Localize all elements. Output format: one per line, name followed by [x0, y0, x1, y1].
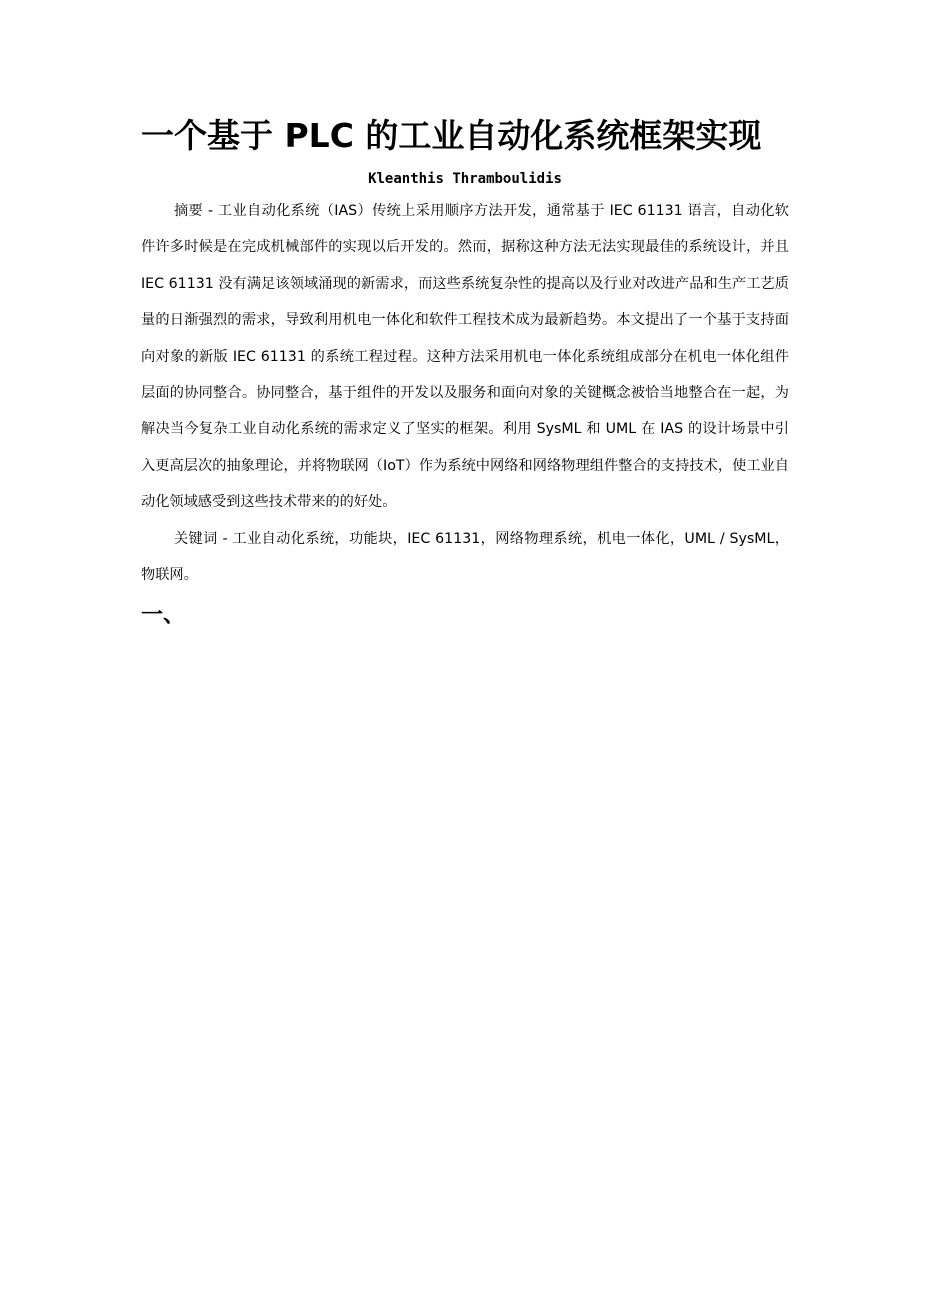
abstract-paragraph: 摘要 - 工业自动化系统（IAS）传统上采用顺序方法开发，通常基于 IEC 61131 语言，自动化软件许多时候是在完成机械部件的实现以后开发的。然而，据称这种方法无法实现最佳的系统设计，并且 IEC 61131 没有满足该领域涌现的新需求，而这些系统复杂性的提高以及行业对改进产品和生产工艺质量的日渐强烈的需求，导致利用机电一体化和软件工程技术成为最新趋势。本文提出了一个基于支持面向对象的新版 IEC 61131 的系统工程过程。这种方法采用机电一体化系统组成部分在机电一体化组件层面的协同整合。协同整合，基于组件的开发以及服务和面向对象的关键概念被恰当地整合在一起，为解决当今复杂工业自动化系统的需求定义了坚实的框架。利用 SysML 和 UML 在 IAS 的设计场景中引入更高层次的抽象理论，并将物联网（IoT）作为系统中网络和网络物理组件整合的支持技术，使工业自动化领域感受到这些技术带来的的好处。 — [141, 203, 789, 511]
section-heading: 一、 — [141, 603, 186, 629]
document-body — [141, 112, 789, 631]
document-title: 一个基于 PLC 的工业自动化系统框架实现 — [141, 116, 762, 155]
author-name: Kleanthis Thramboulidis — [368, 171, 562, 187]
keywords-paragraph: 关键词 - 工业自动化系统，功能块，IEC 61131，网络物理系统，机电一体化，UML / SysML，物联网。 — [141, 530, 789, 584]
